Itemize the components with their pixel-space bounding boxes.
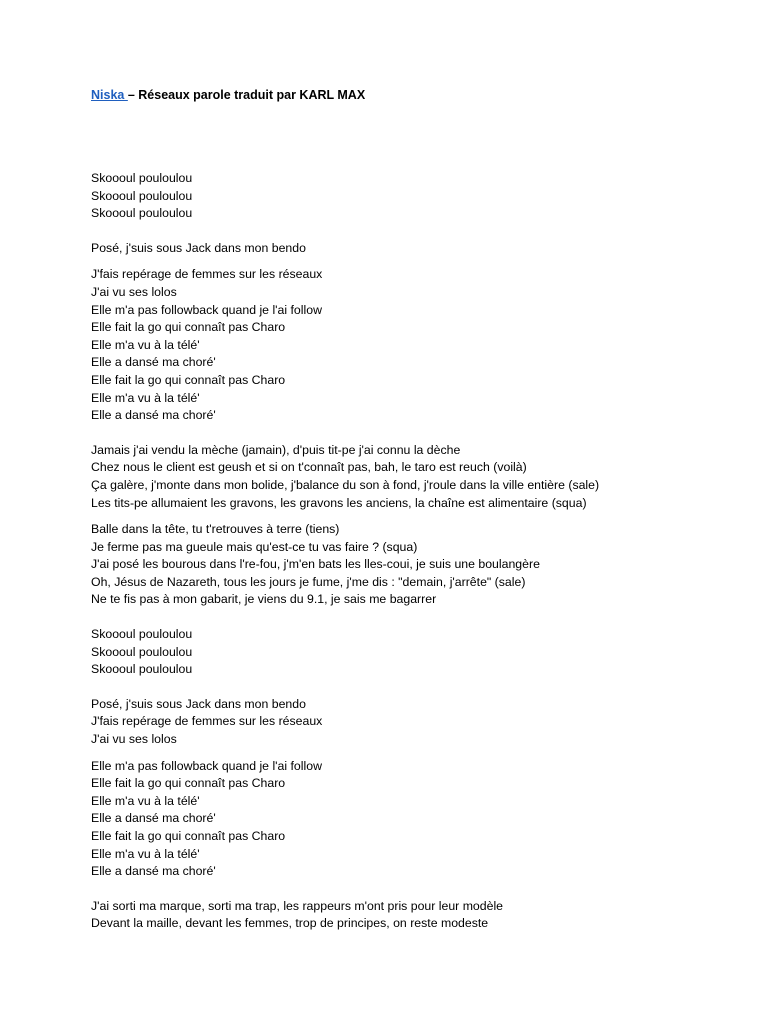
lyric-line: Balle dans la tête, tu t'retrouves à terre (tiens) <box>91 522 340 537</box>
lyric-line: Elle m'a vu à la télé' <box>91 337 200 352</box>
lyric-line: J'ai sorti ma marque, sorti ma trap, les rappeurs m'ont pris pour leur modèle <box>91 898 504 913</box>
document-title <box>91 86 365 104</box>
lyric-line: Posé, j'suis sous Jack dans mon bendo <box>91 696 306 711</box>
lyric-line: J'fais repérage de femmes sur les réseaux <box>91 714 323 729</box>
lyrics-stanza <box>91 898 751 933</box>
lyric-line: Posé, j'suis sous Jack dans mon bendo <box>91 240 306 255</box>
lyrics-stanza <box>91 170 751 223</box>
lyrics-body <box>91 170 751 933</box>
stanza-spacer <box>91 609 751 626</box>
lyrics-stanza <box>91 240 751 258</box>
stanza-spacer <box>91 679 751 696</box>
lyric-line: Jamais j'ai vendu la mèche (jamain), d'puis tit-pe j'ai connu la dèche <box>91 442 461 457</box>
lyric-line: Skoooul pouloulou <box>91 662 193 677</box>
lyric-line: Ne te fis pas à mon gabarit, je viens du 9.1, je sais me bagarrer <box>91 592 437 607</box>
stanza-spacer <box>91 425 751 442</box>
lyric-line: Skoooul pouloulou <box>91 206 193 221</box>
lyric-line: Elle m'a pas followback quand je l'ai follow <box>91 758 322 773</box>
stanza-spacer <box>91 512 751 521</box>
stanza-spacer <box>91 749 751 758</box>
lyric-line: Elle fait la go qui connaît pas Charo <box>91 776 286 791</box>
lyric-line: Elle m'a vu à la télé' <box>91 390 200 405</box>
lyric-line: Elle a dansé ma choré' <box>91 408 216 423</box>
lyric-line: Oh, Jésus de Nazareth, tous les jours je fume, j'me dis : "demain, j'arrête" (sale) <box>91 574 526 589</box>
lyric-line: J'ai posé les bourous dans l're-fou, j'm'en bats les lles-coui, je suis une boulangère <box>91 557 540 572</box>
lyric-line: Elle a dansé ma choré' <box>91 811 216 826</box>
lyric-line: Devant la maille, devant les femmes, trop de principes, on reste modeste <box>91 916 489 931</box>
lyric-line: J'ai vu ses lolos <box>91 284 177 299</box>
lyric-line: Elle fait la go qui connaît pas Charo <box>91 829 286 843</box>
lyric-line: Elle m'a pas followback quand je l'ai follow <box>91 302 322 317</box>
lyric-line: Elle m'a vu à la télé' <box>91 793 200 808</box>
lyric-line: Chez nous le client est geush et si on t'connaît pas, bah, le taro est reuch (voilà) <box>91 460 527 475</box>
stanza-spacer <box>91 881 751 898</box>
lyrics-stanza <box>91 696 751 749</box>
stanza-spacer <box>91 223 751 240</box>
lyric-line: J'fais repérage de femmes sur les réseaux <box>91 267 323 282</box>
artist-link[interactable]: Niska <box>91 88 128 102</box>
lyric-line: Elle fait la go qui connaît pas Charo <box>91 372 286 387</box>
lyrics-stanza <box>91 626 751 679</box>
lyric-line: Les tits-pe allumaient les gravons, les gravons les anciens, la chaîne est alimentaire (squa) <box>91 495 587 510</box>
lyric-line: Elle a dansé ma choré' <box>91 355 216 370</box>
lyrics-stanza <box>91 266 751 424</box>
lyric-line: J'ai vu ses lolos <box>91 732 177 747</box>
lyric-line: Elle a dansé ma choré' <box>91 864 216 879</box>
lyric-line: Skoooul pouloulou <box>91 627 193 642</box>
lyrics-stanza <box>91 521 751 609</box>
lyric-line: Elle fait la go qui connaît pas Charo <box>91 320 286 335</box>
lyrics-stanza <box>91 758 751 881</box>
stanza-spacer <box>91 257 751 266</box>
lyric-line: Skoooul pouloulou <box>91 171 193 185</box>
lyrics-stanza <box>91 442 751 512</box>
lyric-line: Je ferme pas ma gueule mais qu'est-ce tu vas faire ? (squa) <box>91 539 418 554</box>
lyric-line: Skoooul pouloulou <box>91 188 193 203</box>
lyric-line: Ça galère, j'monte dans mon bolide, j'balance du son à fond, j'roule dans la ville entière (sale) <box>91 477 600 492</box>
lyric-line: Elle m'a vu à la télé' <box>91 846 200 861</box>
title-text: – Réseaux parole traduit par KARL MAX <box>127 88 366 102</box>
lyric-line: Skoooul pouloulou <box>91 644 193 659</box>
